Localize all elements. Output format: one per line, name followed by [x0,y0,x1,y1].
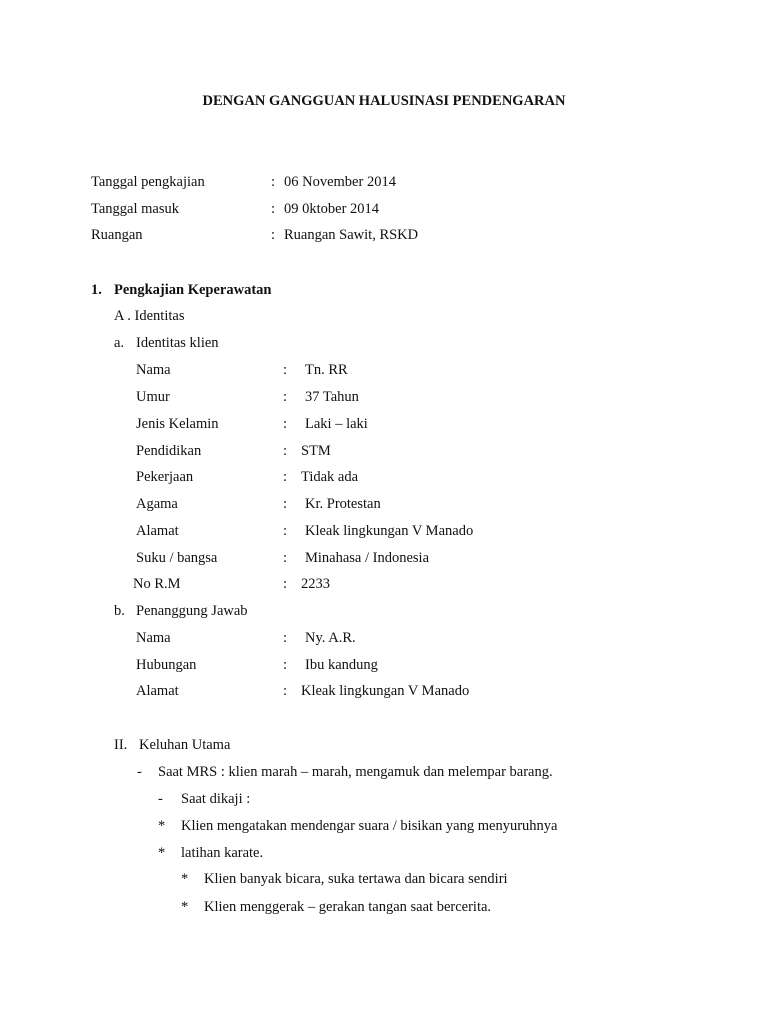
subsection-label: Identitas klien [136,335,219,351]
field-value: 37 Tahun [305,389,359,405]
section-number: II. [114,737,128,753]
list-bullet: - [137,764,142,780]
field-value: Tidak ada [301,469,359,485]
field-separator: : [283,416,288,432]
list-bullet: * [181,899,189,915]
field-separator: : [283,496,288,512]
field-value: Kleak lingkungan V Manado [301,683,470,699]
list-bullet: * [181,871,189,887]
field-label: No R.M [133,576,181,592]
section-heading: Pengkajian Keperawatan [114,282,272,298]
list-item: Klien menggerak – gerakan tangan saat bercerita. [204,899,492,915]
field-label: Tanggal masuk [91,201,179,217]
field-label: Suku / bangsa [136,550,218,566]
field-separator: : [283,683,288,699]
field-value: Ruangan Sawit, RSKD [284,227,419,243]
list-item: Klien mengatakan mendengar suara / bisikan yang menyuruhnya [181,818,558,834]
field-label: Umur [136,389,170,405]
list-bullet: * [158,818,166,834]
field-label: Alamat [136,683,179,699]
field-value: Tn. RR [305,362,348,378]
field-value: Minahasa / Indonesia [305,550,430,566]
list-bullet: * [158,845,166,861]
field-value: STM [301,443,331,459]
field-label: Nama [136,630,171,646]
field-separator: : [283,523,288,539]
field-separator: : [271,227,276,243]
field-label: Agama [136,496,178,512]
field-label: Tanggal pengkajian [91,174,205,190]
list-item: Saat MRS : klien marah – marah, mengamuk dan melempar barang. [158,764,553,780]
list-marker: a. [114,335,125,351]
field-label: Pekerjaan [136,469,194,485]
list-item: Saat dikaji : [181,791,251,807]
field-value: Ibu kandung [305,657,378,673]
field-separator: : [283,657,288,673]
field-value: Ny. A.R. [305,630,356,646]
field-separator: : [283,443,288,459]
field-label: Alamat [136,523,179,539]
list-item: latihan karate. [181,845,264,861]
field-value: Kr. Protestan [305,496,381,512]
document-title: DENGAN GANGGUAN HALUSINASI PENDENGARAN [202,93,566,109]
field-label: Nama [136,362,171,378]
field-label: Hubungan [136,657,197,673]
field-value: 06 November 2014 [284,174,396,190]
field-separator: : [283,389,288,405]
field-separator: : [283,576,288,592]
field-label: Ruangan [91,227,143,243]
field-separator: : [271,174,276,190]
field-value: 2233 [301,576,330,592]
section-number: 1. [91,282,102,298]
field-label: Pendidikan [136,443,202,459]
field-value: Laki – laki [305,416,368,432]
field-separator: : [283,550,288,566]
section-heading: Keluhan Utama [139,737,231,753]
list-marker: b. [114,603,125,619]
field-value: Kleak lingkungan V Manado [305,523,474,539]
subsection-heading: A . Identitas [114,308,185,324]
field-label: Jenis Kelamin [136,416,219,432]
field-separator: : [283,469,288,485]
list-item: Klien banyak bicara, suka tertawa dan bicara sendiri [204,871,508,887]
subsection-label: Penanggung Jawab [136,603,248,619]
field-separator: : [283,630,288,646]
field-separator: : [271,201,276,217]
field-value: 09 0ktober 2014 [284,201,380,217]
field-separator: : [283,362,288,378]
list-bullet: - [158,791,163,807]
